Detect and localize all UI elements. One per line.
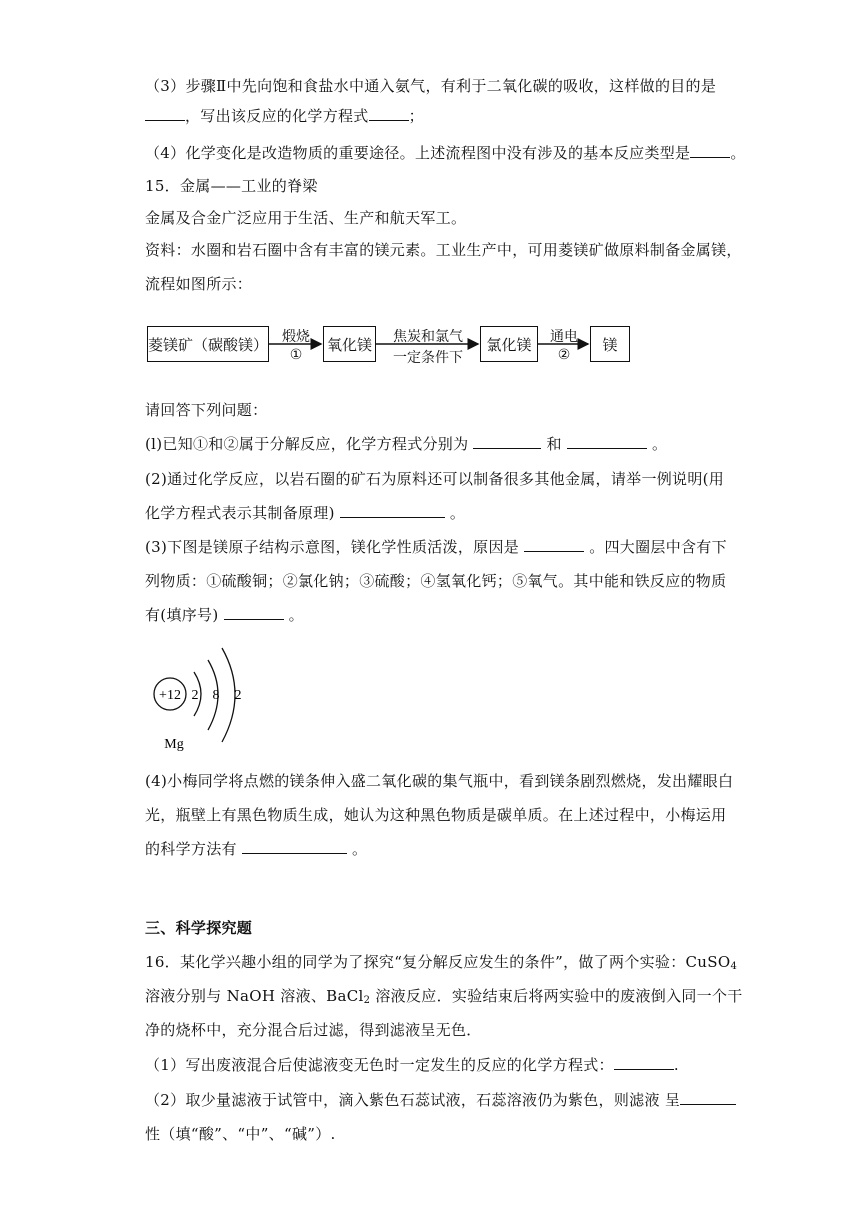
section-title-science-inquiry: 三、科学探究题 <box>145 919 253 937</box>
q16-line2 <box>145 986 743 1006</box>
q15-sub1-and: 和 <box>541 435 567 453</box>
flow-box-mgcl2: 氯化镁 <box>480 326 538 362</box>
q15-sub3-line1 <box>145 537 727 557</box>
q15-sub3-text3: 有(填序号) <box>145 606 224 624</box>
flow-box-magnesite: 菱镁矿（碳酸镁） <box>147 326 269 362</box>
q16-line1-text: 16．某化学兴趣小组的同学为了探究“复分解反应发生的条件”，做了两个实验：CuSO <box>145 953 731 971</box>
q15-sub4-end: 。 <box>346 840 368 858</box>
q16-line2-text: 溶液分别与 NaOH 溶液、BaCl <box>145 987 364 1005</box>
q15-sub4-line2: 光，瓶壁上有黑色物质生成，她认为这种黑色物质是碳单质。在上述过程中，小梅运用 <box>145 806 727 824</box>
q16-line1 <box>145 952 737 972</box>
atom-shells <box>148 644 258 754</box>
q14-step3-end: ； <box>408 107 424 125</box>
q15-sub3-end: 。 <box>283 606 304 624</box>
q15-sub2-end: 。 <box>444 504 466 522</box>
q14-step3-text: （3）步骤Ⅱ中先向饱和食盐水中通入氨气，有利于二氧化碳的吸收，这样做的目的是 <box>145 77 717 95</box>
q16-line3: 净的烧杯中，充分混合后过滤，得到滤液呈无色． <box>145 1021 482 1039</box>
electron-shell-3 <box>222 648 235 742</box>
flow-label-step1: ① <box>289 347 303 363</box>
q15-sub3-text: (3)下图是镁原子结构示意图，镁化学性质活泼，原因是 <box>145 538 525 556</box>
q16-sub2-line2: 性（填“酸”、“中”、“碱”）. <box>145 1125 336 1143</box>
answer-blank[interactable] <box>614 1055 674 1070</box>
q15-sub4-line1: (4)小梅同学将点燃的镁条伸入盛二氧化碳的集气瓶中，看到镁条剧烈燃烧，发出耀眼白 <box>145 772 734 790</box>
flow-label-step2: ② <box>557 347 571 363</box>
shell1-electrons: 2 <box>191 688 199 703</box>
q14-step4-line <box>145 143 746 163</box>
flow-label-calcine: 煅烧 <box>282 329 310 345</box>
q16-line1-subscript: 4 <box>730 961 738 972</box>
q15-intro: 金属及合金广泛应用于生活、生产和航天军工。 <box>145 209 467 227</box>
q14-step3-line2 <box>145 106 424 126</box>
answer-blank[interactable] <box>567 434 647 449</box>
q15-sub1-end: 。 <box>646 435 668 453</box>
answer-blank[interactable] <box>369 106 409 121</box>
nucleus-charge: +12 <box>159 688 181 703</box>
q15-sub2-text: 化学方程式表示其制备原理) <box>145 504 340 522</box>
q15-sub2-line1: (2)通过化学反应，以岩石圈的矿石为原料还可以制备很多其他金属，请举一例说明(用 <box>145 470 725 488</box>
flow-label-conditions: 一定条件下 <box>393 350 463 366</box>
answer-blank[interactable] <box>524 537 584 552</box>
q15-sub1 <box>145 434 667 454</box>
flow-label-coke-chlorine: 焦炭和氯气 <box>393 329 463 345</box>
q16-sub1 <box>145 1055 679 1075</box>
flow-box-mg: 镁 <box>590 326 630 362</box>
q15-sub2-line2 <box>145 503 465 523</box>
q15-material-line2: 流程如图所示： <box>145 275 253 293</box>
element-symbol: Mg <box>164 737 184 752</box>
q15-sub4-line3 <box>145 839 367 859</box>
q15-sub3-text2: 。四大圈层中含有下 <box>584 538 727 556</box>
q16-sub1-text: （1）写出废液混合后使滤液变无色时一定发生的反应的化学方程式： <box>145 1056 614 1074</box>
answer-blank[interactable] <box>340 503 445 518</box>
q14-step4-end: 。 <box>730 144 746 162</box>
q16-sub1-end: . <box>673 1056 679 1074</box>
q14-step3-line1 <box>145 76 716 96</box>
answer-blank[interactable] <box>145 106 185 121</box>
q16-line2-subscript: 2 <box>363 995 371 1006</box>
q14-step3-text2: ，写出该反应的化学方程式 <box>185 107 369 125</box>
flow-label-electrolysis: 通电 <box>550 329 578 345</box>
q16-sub2-text: （2）取少量滤液于试管中，滴入紫色石蕊试液，石蕊溶液仍为紫色，则滤液 呈 <box>145 1091 681 1109</box>
q15-sub3-line2: 列物质：①硫酸铜；②氯化钠；③硫酸；④氢氧化钙；⑤氧气。其中能和铁反应的物质 <box>145 572 727 590</box>
shell2-electrons: 8 <box>212 688 220 703</box>
q15-prompt: 请回答下列问题： <box>145 401 268 419</box>
answer-blank[interactable] <box>473 434 541 449</box>
answer-blank[interactable] <box>224 605 284 620</box>
q15-sub1-text: (l)已知①和②属于分解反应，化学方程式分别为 <box>145 435 474 453</box>
magnesium-atom-diagram <box>148 644 258 754</box>
q15-sub4-text: 的科学方法有 <box>145 840 242 858</box>
q16-line2-text2: 溶液反应．实验结束后将两实验中的废液倒入同一个干 <box>370 987 743 1005</box>
q15-sub3-line3 <box>145 605 304 625</box>
answer-blank[interactable] <box>680 1090 736 1105</box>
q16-sub2-line1 <box>145 1090 736 1110</box>
magnesium-process-flowchart <box>147 322 637 372</box>
answer-blank[interactable] <box>690 143 730 158</box>
q15-material-line1: 资料：水圈和岩石圈中含有丰富的镁元素。工业生产中，可用菱镁矿做原料制备金属镁， <box>145 241 742 259</box>
q15-title: 15．金属——工业的脊梁 <box>145 177 318 195</box>
shell3-electrons: 2 <box>234 688 242 703</box>
answer-blank[interactable] <box>242 839 347 854</box>
flow-box-mgo: 氧化镁 <box>323 326 376 362</box>
q14-step4-text: （4）化学变化是改造物质的重要途径。上述流程图中没有涉及的基本反应类型是 <box>145 144 691 162</box>
